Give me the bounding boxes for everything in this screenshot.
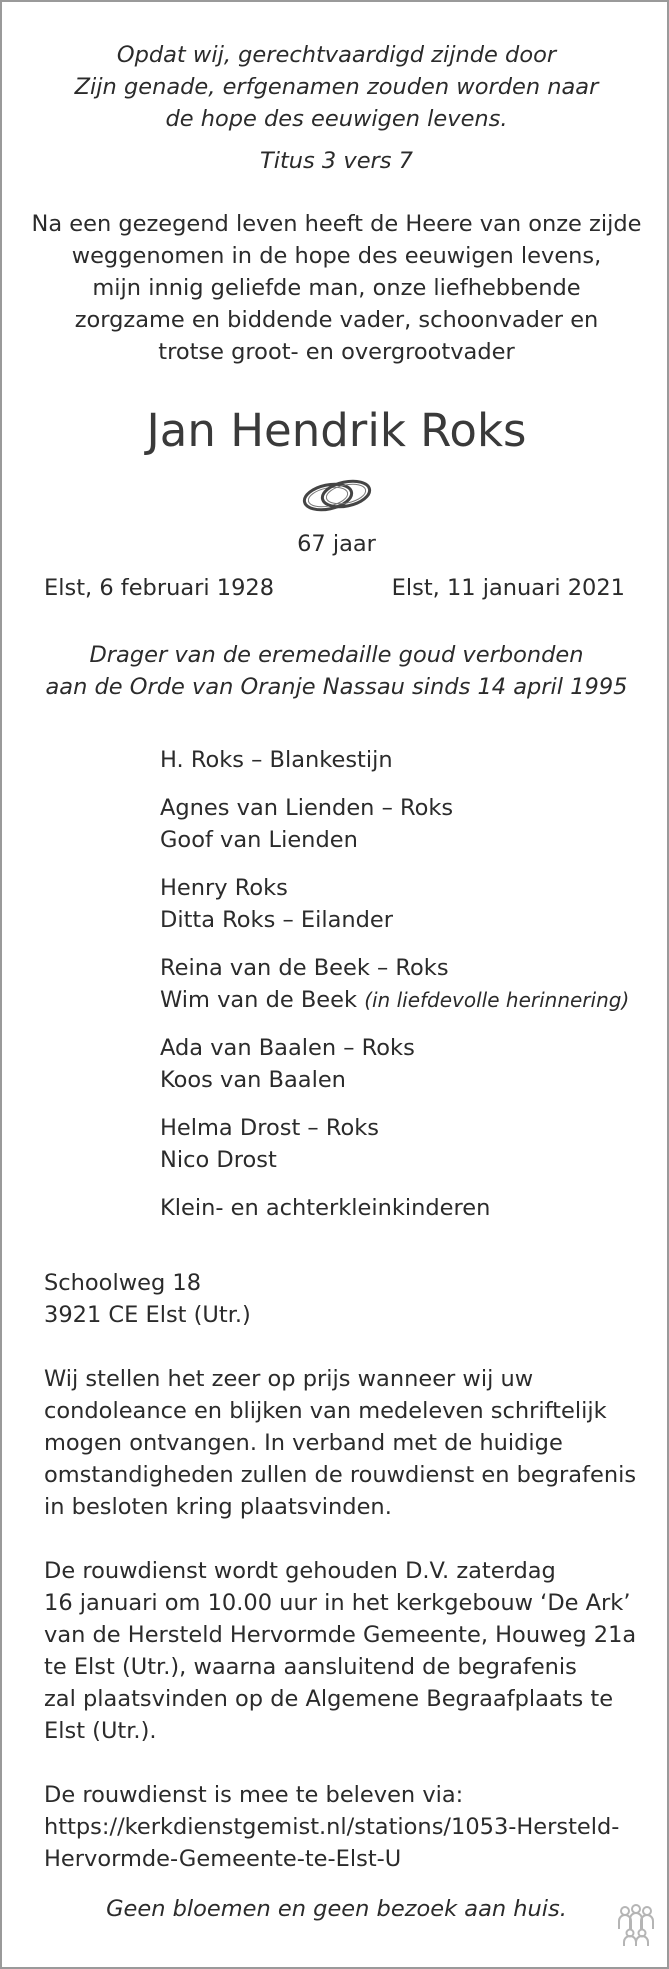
honor-line: Drager van de eremedaille goud verbonden (89, 642, 584, 668)
people-group-icon (614, 1903, 658, 1947)
family-member: Goof van Lienden (160, 827, 358, 853)
family-member: Agnes van Lienden – Roks (160, 795, 454, 821)
paragraph-line: te Elst (Utr.), waarna aansluitend de begrafenis (44, 1654, 577, 1680)
honor-text (2, 639, 669, 703)
intro-line: zorgzame en biddende vader, schoonvader en (74, 307, 599, 333)
family-member: Reina van de Beek – Roks (160, 955, 449, 981)
honor-line: aan de Orde van Oranje Nassau sinds 14 april 1995 (45, 674, 628, 700)
remembrance-note: (in liefdevolle herinnering) (364, 988, 630, 1012)
family-member: Koos van Baalen (160, 1067, 346, 1093)
paragraph-line: van de Hersteld Hervormde Gemeente, Houweg 21a (44, 1622, 637, 1648)
address (44, 1267, 644, 1331)
family-member: Ditta Roks – Eilander (160, 907, 393, 933)
wedding-rings-icon (294, 472, 380, 518)
livestream-link[interactable]: Hervormde-Gemeente-te-Elst-U (44, 1846, 402, 1872)
paragraph-line: Wij stellen het zeer op prijs wanneer wij uw (44, 1366, 534, 1392)
family-member: H. Roks – Blankestijn (160, 747, 393, 773)
closing-line: Geen bloemen en geen bezoek aan huis. (106, 1896, 567, 1922)
condolence-paragraph (44, 1363, 644, 1523)
intro-line: Na een gezegend leven heeft de Heere van onze zijde (31, 211, 642, 237)
paragraph-line: omstandigheden zullen de rouwdienst en begrafenis (44, 1462, 637, 1488)
family-member: Klein- en achterkleinkinderen (160, 1195, 491, 1221)
deceased-name: Jan Hendrik Roks (146, 404, 527, 457)
paragraph-line: Elst (Utr.). (44, 1718, 157, 1744)
family-member-name: Wim van de Beek (160, 987, 358, 1013)
family-member: Ada van Baalen – Roks (160, 1035, 415, 1061)
verse-reference (2, 145, 669, 177)
verse-line: Opdat wij, gerechtvaardigd zijnde door (116, 42, 557, 68)
family-list (160, 744, 640, 1224)
paragraph-line: De rouwdienst is mee te beleven via: (44, 1782, 464, 1808)
birth-date: Elst, 6 februari 1928 (44, 575, 275, 601)
intro-line: trotse groot- en overgrootvader (158, 339, 515, 365)
death-date: Elst, 11 januari 2021 (391, 575, 625, 601)
verse-reference-text: Titus 3 vers 7 (259, 148, 414, 174)
intro-text (2, 208, 669, 368)
paragraph-line: 16 januari om 10.00 uur in het kerkgebouw ‘De Ark’ (44, 1590, 631, 1616)
verse-line: Zijn genade, erfgenamen zouden worden naar (74, 74, 599, 100)
intro-line: mijn innig geliefde man, onze liefhebbende (92, 275, 581, 301)
paragraph-line: De rouwdienst wordt gehouden D.V. zaterdag (44, 1558, 556, 1584)
family-member: Helma Drost – Roks (160, 1115, 379, 1141)
verse-line: de hope des eeuwigen levens. (165, 106, 508, 132)
livestream-paragraph (44, 1779, 644, 1875)
age: 67 jaar (297, 531, 376, 557)
intro-line: weggenomen in de hope des eeuwigen levens, (71, 243, 602, 269)
address-line: Schoolweg 18 (44, 1270, 202, 1296)
bible-verse (2, 39, 669, 135)
paragraph-line: in besloten kring plaatsvinden. (44, 1494, 392, 1520)
paragraph-line: condoleance en blijken van medeleven schriftelijk (44, 1398, 607, 1424)
family-member: Henry Roks (160, 875, 288, 901)
paragraph-line: zal plaatsvinden op de Algemene Begraafplaats te (44, 1686, 614, 1712)
service-paragraph (44, 1555, 644, 1747)
family-member-with-note (160, 984, 640, 1016)
livestream-link[interactable]: https://kerkdienstgemist.nl/stations/1053-Hersteld- (44, 1814, 620, 1840)
family-member: Nico Drost (160, 1147, 277, 1173)
paragraph-line: mogen ontvangen. In verband met de huidige (44, 1430, 563, 1456)
address-line: 3921 CE Elst (Utr.) (44, 1302, 251, 1328)
